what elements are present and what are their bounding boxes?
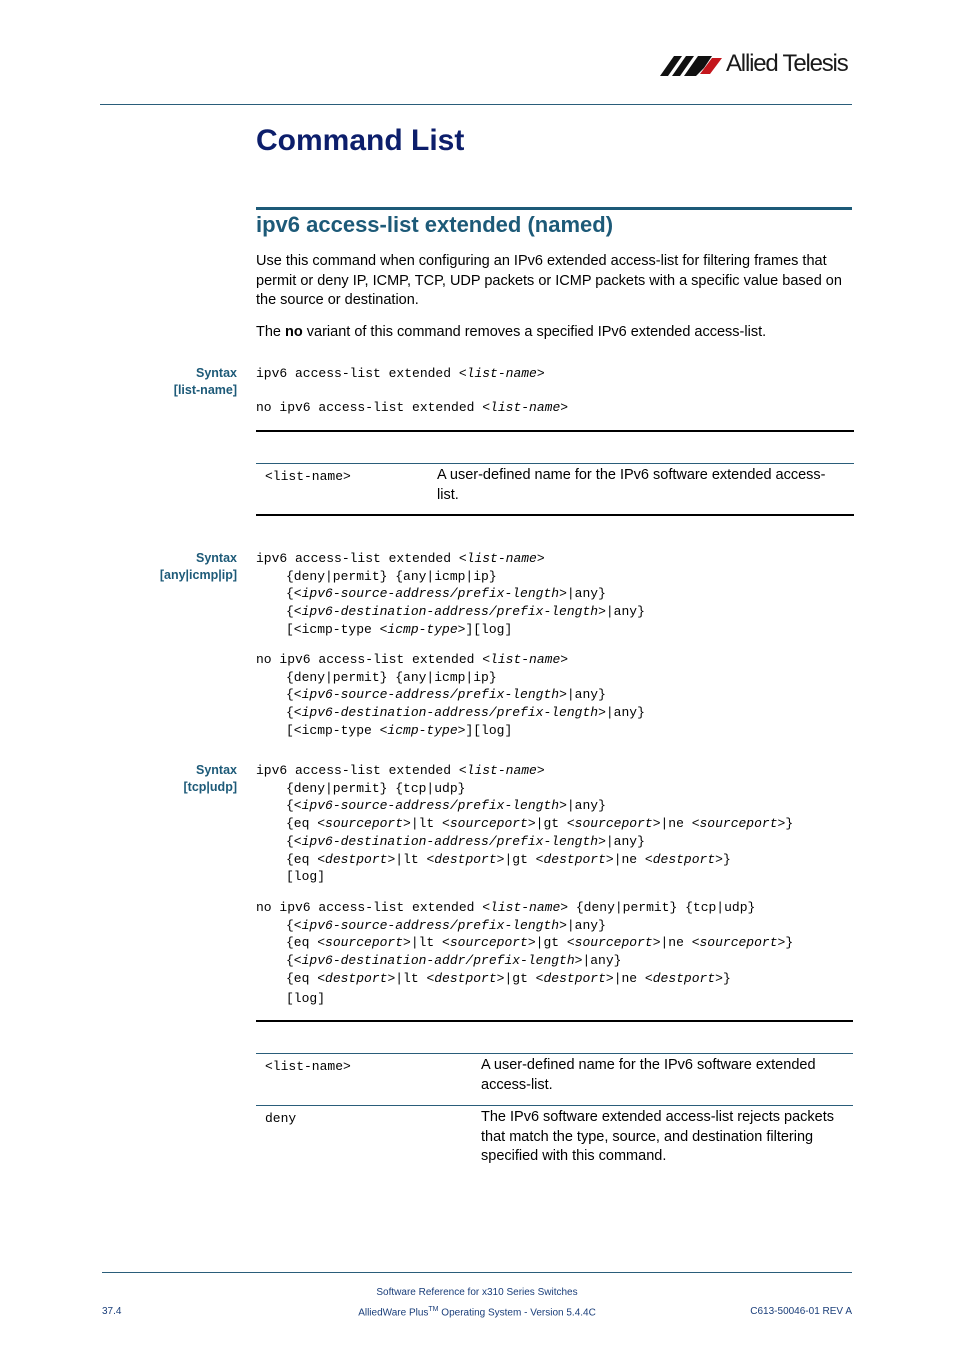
footer-title: Software Reference for x310 Series Switches	[376, 1287, 578, 1298]
syntax-label-line2: [list-name]	[173, 383, 237, 397]
syntax-label-line1: Syntax	[196, 551, 237, 565]
header-rule	[100, 104, 852, 105]
footer-version-text: Operating System - Version 5.4.4C	[438, 1307, 596, 1319]
company-logo	[660, 48, 856, 82]
document-id: C613-50046-01 REV A	[750, 1306, 852, 1317]
para-text-pre: The	[256, 324, 286, 340]
table-top-rule	[256, 1020, 853, 1022]
syntax-line	[256, 365, 545, 383]
table-top-rule	[256, 430, 854, 432]
param-cell: <list-name>	[265, 469, 351, 484]
desc-cell: The IPv6 software extended access-list rejects packets that match the type, source, and destination filtering specified with this command.	[481, 1109, 834, 1164]
footer-trademark: TM	[428, 1306, 439, 1313]
code-block-any-icmp-ip: ipv6 access-list extended <list-name> {deny|permit} {any|icmp|ip} {<ipv6-source-address/prefix-length>|any} {<ipv6-destination-address/prefix-length>|any} [<icmp-type <icmp-type>][log] no ipv6 access-list extended <list-name> {deny|permit} {any|icmp|ip} {<ipv6-source-address/prefix-length>|any} {<ipv6-destination-address/prefix-length>|any} [<icmp-type <icmp-type>][log]	[256, 551, 645, 738]
para-text-bold: no	[285, 324, 303, 340]
syntax-label-line1: Syntax	[196, 763, 237, 777]
syntax-label-tcp-udp	[100, 762, 237, 796]
desc-cell: A user-defined name for the IPv6 software extended access-list.	[437, 467, 826, 503]
footer-product: AlliedWare Plus	[358, 1307, 429, 1319]
code-var: list-name	[490, 400, 561, 415]
code-text: no ipv6 access-list extended <	[256, 400, 491, 415]
desc-cell: A user-defined name for the IPv6 software extended access-list.	[481, 1057, 816, 1093]
code-text: ipv6 access-list extended <	[256, 366, 467, 381]
syntax-label-line2: [tcp|udp]	[183, 780, 237, 794]
table-bottom-rule	[256, 514, 854, 516]
page-title: Command List	[256, 124, 465, 157]
param-cell: <list-name>	[265, 1059, 351, 1074]
syntax-label-line1: Syntax	[196, 366, 237, 380]
code-block-tcp-udp: ipv6 access-list extended <list-name> {deny|permit} {tcp|udp} {<ipv6-source-address/prefix-length>|any} {eq <sourceport>|lt <sourceport>|gt <sourceport>|ne <sourceport>} {<ipv6-destination-address/prefix-length>|any} {eq <destport>|lt <destport>|gt <destport>|ne <destport>} [log] no ipv6 access-list extended <list-name> {deny|permit} {tcp|udp} {<ipv6-source-address/prefix-length>|any} {eq <sourceport>|lt <sourceport>|gt <sourceport>|ne <sourceport>} {<ipv6-destination-addr/prefix-length>|any} {eq <destport>|lt <destport>|gt <destport>|ne <destport>} [log]	[256, 763, 794, 1007]
section-rule	[256, 207, 852, 210]
table-row-rule	[256, 463, 854, 464]
code-text: >	[560, 400, 569, 415]
syntax-label-list-name	[100, 365, 237, 399]
syntax-line	[256, 399, 568, 417]
section-heading: ipv6 access-list extended (named)	[256, 212, 614, 237]
syntax-label-any-icmp-ip	[100, 550, 237, 584]
description-paragraph: Use this command when configuring an IPv6 extended access-list for filtering frames that permit or deny IP, ICMP, TCP, UDP packets or ICMP packets with a specific value based on the source or destination.	[256, 253, 842, 308]
param-cell: deny	[265, 1111, 297, 1126]
table-row-rule	[256, 1053, 853, 1054]
syntax-label-line2: [any|icmp|ip]	[159, 568, 237, 582]
para-text-post: variant of this command removes a specified IPv6 extended access-list.	[302, 324, 767, 340]
logo-mark-icon	[660, 54, 722, 78]
code-var: list-name	[466, 366, 537, 381]
footer-rule	[102, 1272, 852, 1273]
table-row-rule	[256, 1105, 853, 1106]
logo-text: Allied Telesis	[726, 50, 848, 77]
code-text: >	[536, 366, 545, 381]
no-variant-paragraph	[256, 323, 852, 343]
page-number: 37.4	[102, 1306, 122, 1317]
